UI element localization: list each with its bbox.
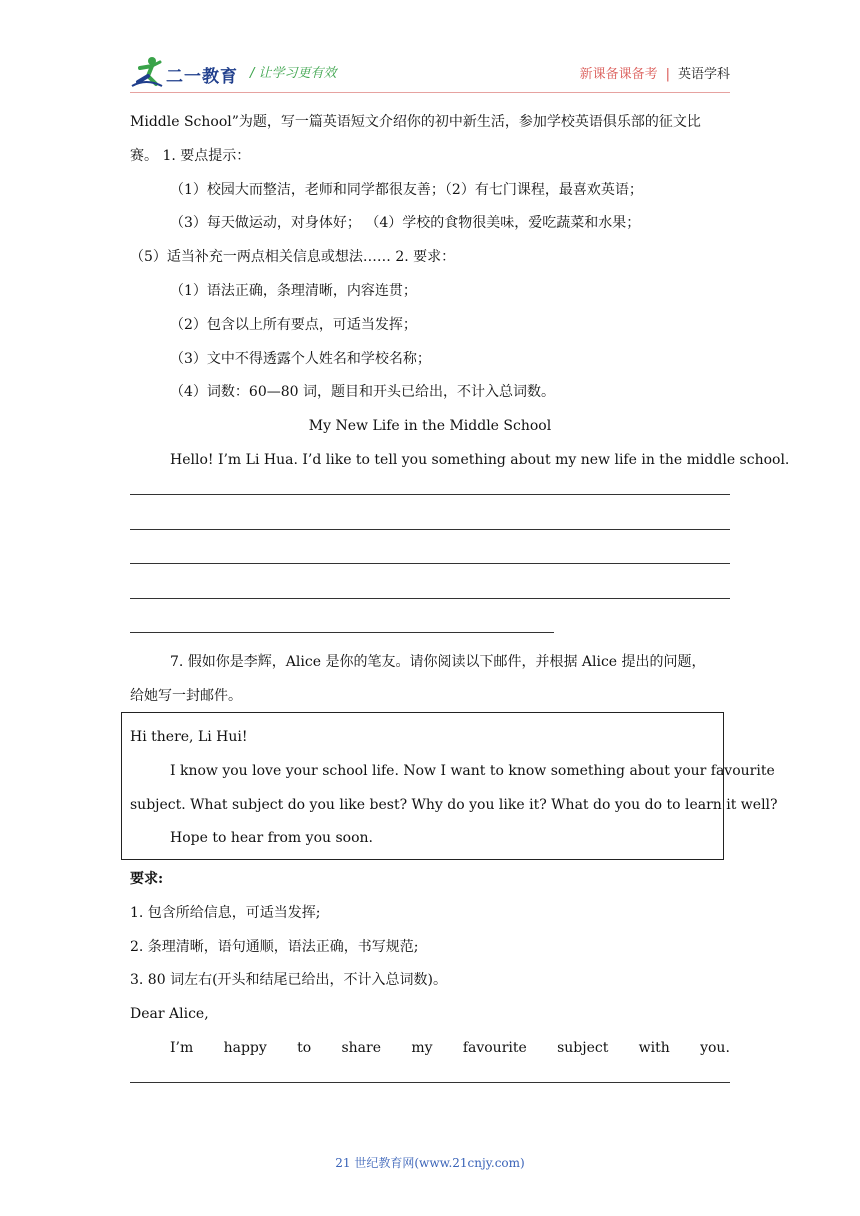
- essay-title: My New Life in the Middle School: [308, 418, 552, 434]
- header-divider: [130, 92, 730, 93]
- prompt-line-1: Middle School”为题，写一篇英语短文介绍你的初中新生活，参加学校英语俱乐部的征文比: [130, 114, 701, 130]
- email-greeting: Hi there, Li Hui!: [130, 729, 248, 745]
- writing-line[interactable]: [130, 632, 554, 633]
- header-separator: |: [665, 67, 670, 82]
- runner-logo-icon: [130, 56, 164, 88]
- header-subject-label: 英语学科: [677, 67, 730, 82]
- question-7-line-1: 7. 假如你是李辉，Alice 是你的笔友。请你阅读以下邮件，并根据 Alice 提出的问题，: [170, 654, 706, 670]
- requirement-1: （1）语法正确，条理清晰，内容连贯；: [170, 283, 417, 299]
- writing-line[interactable]: [130, 598, 730, 599]
- requirement-4: （4）词数：60—80 词，题目和开头已给出，不计入总词数。: [170, 384, 555, 400]
- header-subject: [580, 63, 730, 82]
- reply-word: you.: [700, 1040, 730, 1056]
- prompt-line-2: 赛。 1. 要点提示：: [130, 148, 251, 164]
- writing-line[interactable]: [130, 1082, 730, 1083]
- reply-word: happy: [223, 1040, 267, 1056]
- reply-word: share: [341, 1040, 381, 1056]
- reply-word: favourite: [462, 1040, 527, 1056]
- logo: [130, 56, 240, 88]
- reply-salutation: Dear Alice,: [130, 1006, 209, 1022]
- requirement-2: （2）包含以上所有要点，可适当发挥；: [170, 317, 417, 333]
- requirement-3: （3）文中不得透露个人姓名和学校名称；: [170, 351, 431, 367]
- requirement-item-1: 1. 包含所给信息，可适当发挥;: [130, 905, 321, 921]
- email-line-1: I know you love your school life. Now I want to know something about your favourite: [170, 763, 775, 779]
- question-7-line-2: 给她写一封邮件。: [130, 688, 242, 704]
- email-closing: Hope to hear from you soon.: [170, 830, 373, 846]
- slogan: / 让学习更有效: [250, 66, 337, 81]
- reply-word: with: [638, 1040, 670, 1056]
- requirement-item-2: 2. 条理清晰，语句通顺，语法正确，书写规范;: [130, 939, 419, 955]
- header-course-label: 新课备课备考: [579, 67, 658, 82]
- requirement-item-3: 3. 80 词左右(开头和结尾已给出，不计入总词数)。: [130, 972, 447, 988]
- reply-word: my: [411, 1040, 433, 1056]
- hint-3-4: （3）每天做运动，对身体好； （4）学校的食物很美味，爱吃蔬菜和水果；: [170, 215, 641, 231]
- reply-word: I’m: [170, 1040, 194, 1056]
- writing-line[interactable]: [130, 494, 730, 495]
- hint-1-2: （1）校园大而整洁，老师和同学都很友善；（2）有七门课程，最喜欢英语；: [170, 182, 643, 198]
- page-footer: 21 世纪教育网(www.21cnjy.com): [335, 1156, 525, 1170]
- logo-text: 二一教育: [166, 67, 238, 87]
- email-line-2: subject. What subject do you like best? Why do you like it? What do you do to learn it well?: [130, 797, 778, 813]
- writing-line[interactable]: [130, 563, 730, 564]
- reply-word: to: [297, 1040, 312, 1056]
- hint-5: （5）适当补充一两点相关信息或想法…… 2. 要求：: [130, 249, 456, 265]
- writing-line[interactable]: [130, 529, 730, 530]
- reply-opening-sentence: [170, 1038, 730, 1058]
- essay-opening: Hello! I’m Li Hua. I’d like to tell you something about my new life in the middle school.: [170, 452, 790, 468]
- requirements-heading: 要求:: [130, 871, 164, 887]
- reply-word: subject: [557, 1040, 609, 1056]
- page-header: [130, 54, 730, 94]
